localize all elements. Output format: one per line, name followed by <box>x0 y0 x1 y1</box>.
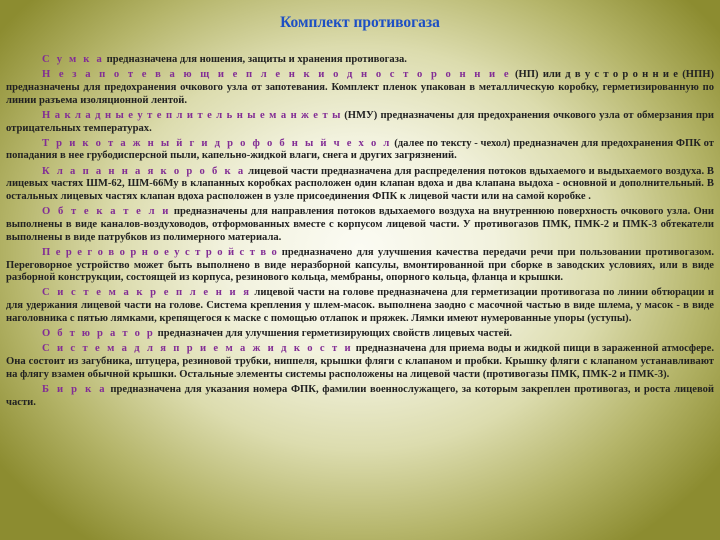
desc-zhidkost: предназначена для приема воды и жидкой пищи в зараженной атмосфере. Она состоит из загубника, штуцера, резиновой трубки, ниппеля, крышки фляги с клапаном и пробки. Крышку фляги с клапаном устанавливают на флягу взамен обычной крышки. Остальные элементы системы расположены на лицевой части (противогазы ПМК, ПМК-2 и ПМК-3). <box>6 343 715 380</box>
desc-manzhety: (НМУ) предназначены для предохранения очкового узла от обмерзания при отрицательных температурах. <box>6 109 715 134</box>
term-chehol: Т р и к о т а ж н ы й г и д р о ф о б н ы й ч е х о л <box>42 137 392 149</box>
paragraph-kreplenie <box>6 287 714 325</box>
paragraph-sumka <box>6 54 714 67</box>
term-sumka: С у м к а <box>42 54 104 65</box>
term-obturator: О б т ю р а т о р <box>42 328 156 340</box>
desc-korobka: лицевой части предназначена для распределения потоков вдыхаемого и выдыхаемого воздуха. В лицевых частях ШМ-62, ШМ-66Му в клапанных коробках расположен один клапан вдоха и два клапана выдоха - основной и дополнительный. В остальных лицевых частях клапан вдоха расположен в узле присоединения ФПК к лицевой части или на самой коробке . <box>6 165 714 203</box>
paragraph-obturator <box>6 328 714 341</box>
term-peregovornoe: П е р е г о в о р н о е у с т р о й с т в о <box>42 246 278 258</box>
content-body <box>6 54 714 412</box>
paragraph-peregovornoe <box>6 247 714 285</box>
desc-obturator: предназначен для улучшения герметизирующих свойств лицевых частей. <box>155 328 513 340</box>
term-obtekateli: О б т е к а т е л и <box>42 206 171 218</box>
slide-title: Комплект противогаза <box>280 14 440 31</box>
paragraph-obtekateli <box>6 206 714 244</box>
paragraph-chehol <box>6 138 714 163</box>
term-kreplenie: С и с т е м а к р е п л е н и я <box>42 287 252 299</box>
paragraph-manzhety <box>6 110 714 135</box>
term-birka: Б и р к а <box>42 383 107 395</box>
term-korobka: К л а п а н н а я к о р о б к а <box>42 165 246 177</box>
desc-obtekateli: предназначены для направления потоков вдыхаемого воздуха на внутреннюю поверхность очкового узла. Они выполнены в виде каналов-воздуховодов, отформованных вместе с корпусом лицевой части. У противогазов ПМК, ПМК-2 и ПМК-3 обтекатели выполнены в виде патрубков из полимерного материала. <box>6 206 714 243</box>
paragraph-plenki <box>6 69 714 107</box>
desc-birka: предназначена для указания номера ФПК, фамилии военнослужащего, за которым закреплен противогаз, и роста лицевой части. <box>6 383 714 408</box>
desc-plenki: (НП) или д в у с т о р о н н и е (НПН) предназначены для предохранения очкового узла от запотевания. Комплект пленок упакован в металлическую коробку, герметизированную по линии разъема изоляционной лентой. <box>6 69 715 106</box>
desc-peregovornoe: предназначено для улучшения качества передачи речи при пользовании противогазом. Переговорное устройство может быть выполнено в виде неразборной капсулы, вмонтированной при сборке в заводских условиях, или в виде разборной конструкции, состоящей из корпуса, резинового кольца, мембраны, опорного кольца, фланца и крышки. <box>6 246 714 284</box>
term-plenki: Н е з а п о т е в а ю щ и е п л е н к и о д н о с т о р о н н и е <box>42 69 511 81</box>
term-manzhety: Н а к л а д н ы е у т е п л и т е л ь н ы е м а н ж е т ы <box>42 109 341 121</box>
desc-sumka: предназначена для ношения, защиты и хранения противогаза. <box>103 54 407 65</box>
paragraph-korobka <box>6 166 714 204</box>
desc-chehol: (далее по тексту - чехол) предназначен для предохранения ФПК от попадания в нее грубодисперсной пыли, капельно-жидкой влаги, снега и других загрязнений. <box>6 137 714 162</box>
paragraph-birka <box>6 384 714 409</box>
desc-kreplenie: лицевой части на голове предназначена для герметизации противогаза по линии обтюрации и для удержания лицевой части на голове. Система крепления у шлем-масок. выполнена заодно с масочной частью в виде шлема, у масок - в виде наголовника с пятью лямками, крепящегося к маске с помощью отлапок и пряжек. Лямки имеют нумерованные упоры (уступы). <box>6 287 715 324</box>
term-zhidkost: С и с т е м а д л я п р и е м а ж и д к о с т и <box>42 343 353 355</box>
paragraph-zhidkost <box>6 343 714 381</box>
